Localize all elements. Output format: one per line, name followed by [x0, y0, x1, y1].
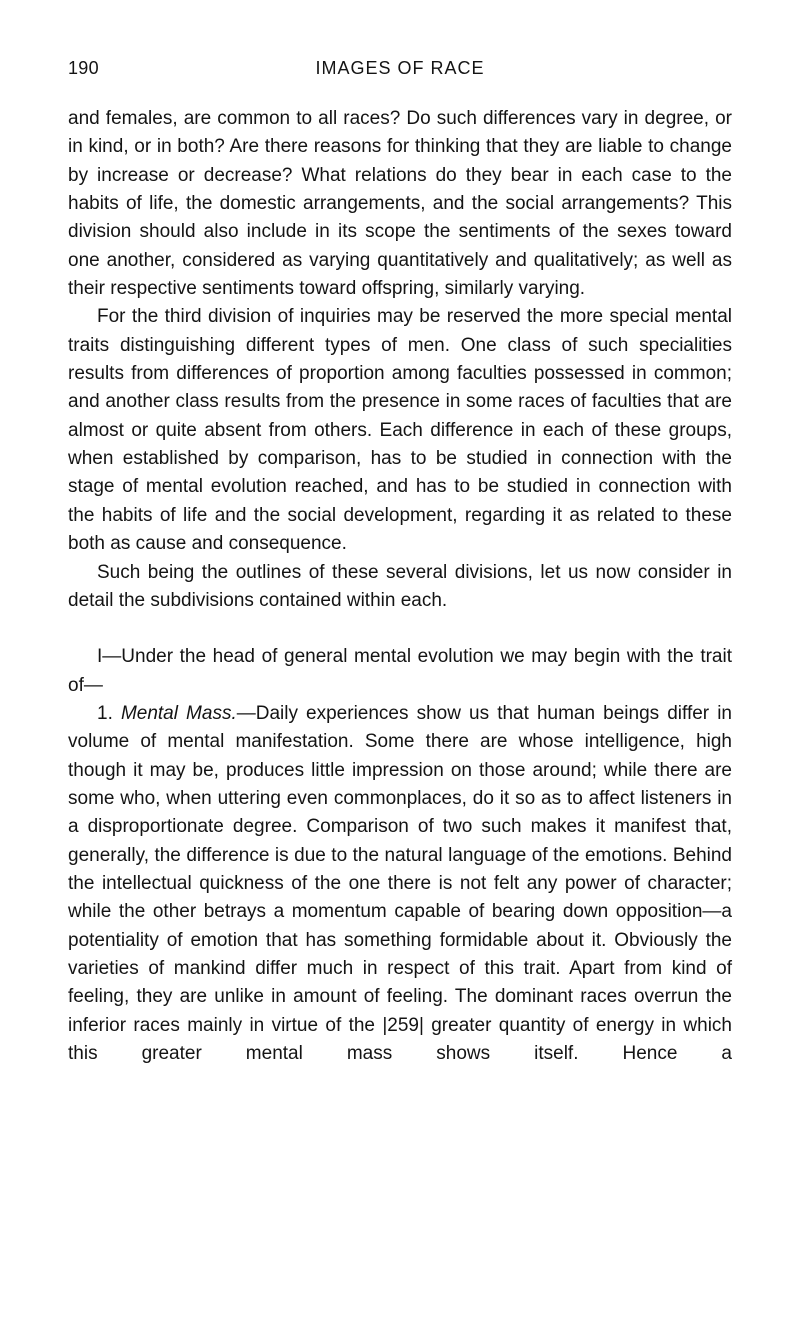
item-heading: Mental Mass.: [120, 702, 237, 724]
item-body: —Daily experiences show us that human beings differ in volume of mental manifestation. Some there are whose intelligence, high though it may be, produces little impression on those around; while there are some who, when uttering even commonplaces, do it so as to affect listeners in a disproportionate degree. Comparison of two such makes it manifest that, generally, the difference is due to the natural language of the emotions. Behind the intellectual quickness of the one there is not felt any power of character; while the other betrays a momentum capable of bearing down opposition—a potentiality of emotion that has something formidable about it. Obviously the varieties of mankind differ much in respect of this trait. Apart from kind of feeling, they are unlike in amount of feeling. The dominant races overrun the inferior races mainly in virtue of the |259| greater quantity of energy in which this greater mental mass shows itself. Hence a: [68, 702, 733, 1064]
paragraph-third-division: For the third division of inquiries may be reserved the more special mental traits distinguishing different types of men. One class of such specialities results from differences of proportion among faculties possessed in common; and another class results from the presence in some races of faculties that are almost or quite absent from others. Each difference in each of these groups, when established by comparison, has to be studied in connection with the stage of mental evolution reached, and has to be studied in connection with the habits of life and the social development, regarding it as related to these both as cause and consequence.: [68, 306, 732, 555]
running-head: [68, 58, 732, 88]
page-number: 190: [68, 58, 99, 78]
paragraph-mental-mass: [68, 700, 732, 1068]
paragraph-continued: and females, are common to all races? Do such differences vary in degree, or in kind, or in both? Are there reasons for thinking that they are liable to change by increase or decrease? What relations do they bear in each case to the habits of life, the domestic arrangements, and the social arrangements? This division should also include in its scope the sentiments of the sexes toward one another, considered as varying quantitatively and qualitatively; as well as their respective sentiments toward offspring, similarly varying.: [68, 108, 732, 300]
item-number: 1.: [97, 702, 121, 724]
section-heading-general-mental-evolution: I—Under the head of general mental evolution we may begin with the trait of—: [68, 646, 732, 696]
paragraph-outlines: Such being the outlines of these several divisions, let us now consider in detail the subdivisions contained within each.: [68, 561, 732, 611]
body-text: [68, 105, 732, 1068]
book-page: [68, 58, 732, 1068]
running-title: IMAGES OF RACE: [315, 58, 485, 78]
